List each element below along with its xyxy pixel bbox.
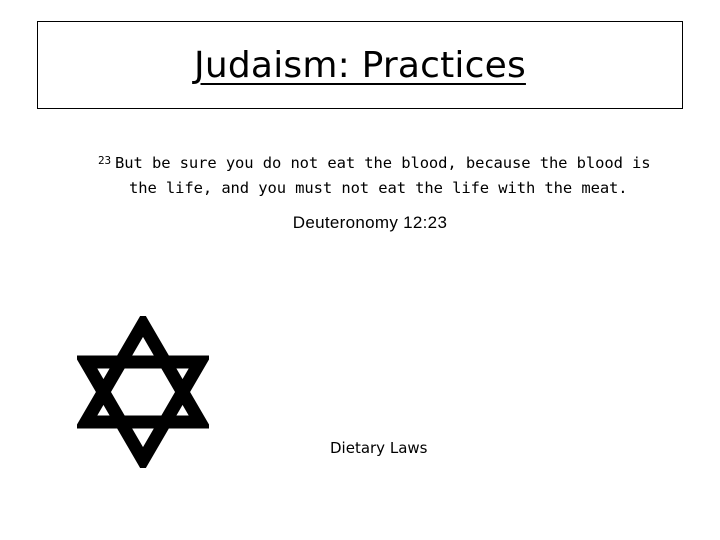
verse-line-2: the life, and you must not eat the life with the meat. <box>129 179 628 197</box>
verse-citation: Deuteronomy 12:23 <box>292 213 448 232</box>
slide-title: Judaism: Practices <box>194 44 526 86</box>
verse-line-1 <box>98 148 678 176</box>
verse-number: 23 <box>98 154 112 167</box>
star-of-david-icon <box>77 316 209 468</box>
verse-line-1-text: But be sure you do not eat the blood, because the blood is <box>115 154 651 172</box>
image-caption: Dietary Laws <box>330 439 428 457</box>
title-box <box>37 21 683 109</box>
verse-quote <box>98 148 678 201</box>
